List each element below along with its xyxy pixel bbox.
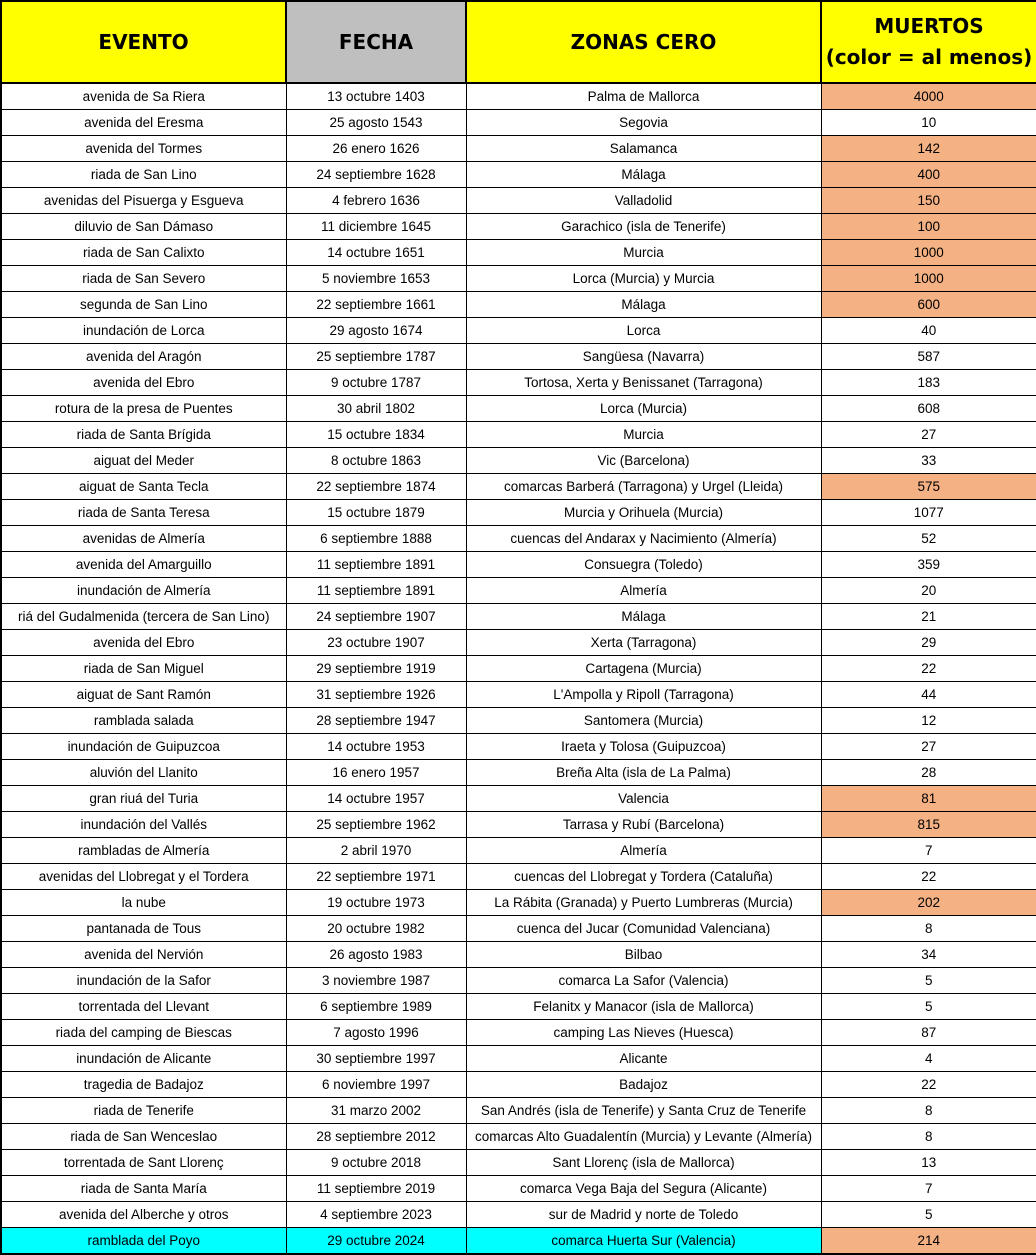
cell-fecha: 22 septiembre 1971 (286, 864, 466, 890)
cell-zona: Vic (Barcelona) (466, 448, 821, 474)
cell-zona: comarcas Barberá (Tarragona) y Urgel (Lleida) (466, 474, 821, 500)
cell-muertos: 575 (821, 474, 1036, 500)
table-row (1, 344, 1036, 370)
table-row (1, 682, 1036, 708)
cell-zona: Consuegra (Toledo) (466, 552, 821, 578)
table-row (1, 1020, 1036, 1046)
table-row (1, 708, 1036, 734)
cell-fecha: 29 agosto 1674 (286, 318, 466, 344)
cell-muertos: 202 (821, 890, 1036, 916)
cell-zona: Badajoz (466, 1072, 821, 1098)
cell-zona: cuencas del Andarax y Nacimiento (Almería) (466, 526, 821, 552)
cell-fecha: 26 agosto 1983 (286, 942, 466, 968)
cell-evento: la nube (1, 890, 286, 916)
table-row (1, 838, 1036, 864)
cell-zona: Felanitx y Manacor (isla de Mallorca) (466, 994, 821, 1020)
cell-muertos: 7 (821, 1176, 1036, 1202)
cell-muertos: 1000 (821, 240, 1036, 266)
cell-evento: riada de Tenerife (1, 1098, 286, 1124)
table-row (1, 604, 1036, 630)
cell-zona: Garachico (isla de Tenerife) (466, 214, 821, 240)
cell-evento: segunda de San Lino (1, 292, 286, 318)
cell-fecha: 19 octubre 1973 (286, 890, 466, 916)
cell-fecha: 14 octubre 1953 (286, 734, 466, 760)
table-row (1, 760, 1036, 786)
cell-muertos: 359 (821, 552, 1036, 578)
cell-fecha: 24 septiembre 1907 (286, 604, 466, 630)
table-row (1, 370, 1036, 396)
cell-muertos: 1000 (821, 266, 1036, 292)
table-row (1, 994, 1036, 1020)
cell-fecha: 7 agosto 1996 (286, 1020, 466, 1046)
cell-zona: cuenca del Jucar (Comunidad Valenciana) (466, 916, 821, 942)
cell-muertos: 27 (821, 422, 1036, 448)
table-row (1, 552, 1036, 578)
cell-muertos: 34 (821, 942, 1036, 968)
cell-muertos: 22 (821, 1072, 1036, 1098)
cell-fecha: 4 febrero 1636 (286, 188, 466, 214)
cell-evento: avenida de Sa Riera (1, 83, 286, 110)
cell-fecha: 15 octubre 1834 (286, 422, 466, 448)
cell-fecha: 11 septiembre 2019 (286, 1176, 466, 1202)
cell-muertos: 28 (821, 760, 1036, 786)
cell-evento: inundación de Guipuzcoa (1, 734, 286, 760)
cell-zona: Murcia (466, 240, 821, 266)
cell-evento: torrentada de Sant Llorenç (1, 1150, 286, 1176)
cell-fecha: 14 octubre 1651 (286, 240, 466, 266)
cell-muertos: 400 (821, 162, 1036, 188)
cell-muertos: 21 (821, 604, 1036, 630)
cell-zona: Palma de Mallorca (466, 83, 821, 110)
cell-evento: avenida del Ebro (1, 370, 286, 396)
cell-zona: Bilbao (466, 942, 821, 968)
table-body (1, 83, 1036, 1254)
cell-zona: Tarrasa y Rubí (Barcelona) (466, 812, 821, 838)
cell-evento: aiguat del Meder (1, 448, 286, 474)
table-row (1, 1046, 1036, 1072)
cell-fecha: 20 octubre 1982 (286, 916, 466, 942)
cell-muertos: 100 (821, 214, 1036, 240)
cell-fecha: 6 septiembre 1888 (286, 526, 466, 552)
cell-fecha: 15 octubre 1879 (286, 500, 466, 526)
table-row (1, 448, 1036, 474)
table-row (1, 1150, 1036, 1176)
cell-zona: Segovia (466, 110, 821, 136)
table-row (1, 734, 1036, 760)
table-header (1, 1, 1036, 83)
cell-zona: comarca Vega Baja del Segura (Alicante) (466, 1176, 821, 1202)
cell-evento: avenidas de Almería (1, 526, 286, 552)
cell-fecha: 30 septiembre 1997 (286, 1046, 466, 1072)
cell-evento: avenida del Ebro (1, 630, 286, 656)
cell-zona: Tortosa, Xerta y Benissanet (Tarragona) (466, 370, 821, 396)
cell-evento: riada de Santa Brígida (1, 422, 286, 448)
cell-muertos: 22 (821, 864, 1036, 890)
table-row (1, 942, 1036, 968)
cell-zona: Lorca (Murcia) (466, 396, 821, 422)
cell-evento: riada del camping de Biescas (1, 1020, 286, 1046)
cell-muertos: 8 (821, 1124, 1036, 1150)
cell-evento: aluvión del Llanito (1, 760, 286, 786)
cell-fecha: 11 diciembre 1645 (286, 214, 466, 240)
cell-zona: Almería (466, 578, 821, 604)
cell-muertos: 5 (821, 994, 1036, 1020)
cell-fecha: 29 octubre 2024 (286, 1228, 466, 1255)
cell-evento: riá del Gudalmenida (tercera de San Lino) (1, 604, 286, 630)
cell-muertos: 8 (821, 916, 1036, 942)
table-row (1, 214, 1036, 240)
cell-evento: riada de San Miguel (1, 656, 286, 682)
cell-evento: avenida del Nervión (1, 942, 286, 968)
cell-zona: Málaga (466, 162, 821, 188)
cell-muertos: 81 (821, 786, 1036, 812)
cell-zona: Murcia (466, 422, 821, 448)
cell-zona: Lorca (Murcia) y Murcia (466, 266, 821, 292)
cell-fecha: 8 octubre 1863 (286, 448, 466, 474)
cell-muertos: 600 (821, 292, 1036, 318)
cell-fecha: 22 septiembre 1661 (286, 292, 466, 318)
cell-zona: Almería (466, 838, 821, 864)
cell-muertos: 5 (821, 1202, 1036, 1228)
table-row (1, 656, 1036, 682)
table-row (1, 474, 1036, 500)
cell-zona: Málaga (466, 292, 821, 318)
table-row (1, 916, 1036, 942)
cell-fecha: 11 septiembre 1891 (286, 578, 466, 604)
cell-muertos: 52 (821, 526, 1036, 552)
table-row (1, 526, 1036, 552)
table-row (1, 1124, 1036, 1150)
cell-evento: inundación de Alicante (1, 1046, 286, 1072)
cell-evento: torrentada del Llevant (1, 994, 286, 1020)
cell-fecha: 2 abril 1970 (286, 838, 466, 864)
cell-zona: Málaga (466, 604, 821, 630)
cell-fecha: 9 octubre 1787 (286, 370, 466, 396)
table-row (1, 864, 1036, 890)
table-row (1, 786, 1036, 812)
cell-evento: inundación de Almería (1, 578, 286, 604)
table-row (1, 240, 1036, 266)
cell-zona: sur de Madrid y norte de Toledo (466, 1202, 821, 1228)
table-row (1, 1098, 1036, 1124)
cell-zona: Cartagena (Murcia) (466, 656, 821, 682)
table-row (1, 266, 1036, 292)
cell-muertos: 20 (821, 578, 1036, 604)
cell-muertos: 7 (821, 838, 1036, 864)
table-row (1, 110, 1036, 136)
cell-fecha: 26 enero 1626 (286, 136, 466, 162)
cell-zona: La Rábita (Granada) y Puerto Lumbreras (Murcia) (466, 890, 821, 916)
cell-fecha: 30 abril 1802 (286, 396, 466, 422)
cell-fecha: 5 noviembre 1653 (286, 266, 466, 292)
table-row (1, 292, 1036, 318)
cell-zona: Xerta (Tarragona) (466, 630, 821, 656)
cell-muertos: 44 (821, 682, 1036, 708)
cell-fecha: 28 septiembre 1947 (286, 708, 466, 734)
cell-zona: Murcia y Orihuela (Murcia) (466, 500, 821, 526)
table-row (1, 162, 1036, 188)
cell-evento: diluvio de San Dámaso (1, 214, 286, 240)
table-row (1, 136, 1036, 162)
cell-evento: avenidas del Llobregat y el Tordera (1, 864, 286, 890)
cell-muertos: 4 (821, 1046, 1036, 1072)
cell-evento: avenida del Aragón (1, 344, 286, 370)
header-muertos-title: MUERTOS (874, 14, 984, 38)
cell-muertos: 4000 (821, 83, 1036, 110)
cell-fecha: 23 octubre 1907 (286, 630, 466, 656)
cell-zona: San Andrés (isla de Tenerife) y Santa Cruz de Tenerife (466, 1098, 821, 1124)
cell-evento: riada de San Lino (1, 162, 286, 188)
header-muertos-note: (color = al menos) (825, 45, 1033, 69)
cell-evento: aiguat de Sant Ramón (1, 682, 286, 708)
cell-evento: avenida del Tormes (1, 136, 286, 162)
cell-zona: Alicante (466, 1046, 821, 1072)
table-row (1, 630, 1036, 656)
cell-evento: riada de Santa María (1, 1176, 286, 1202)
cell-zona: comarca La Safor (Valencia) (466, 968, 821, 994)
cell-evento: rambladas de Almería (1, 838, 286, 864)
cell-zona: comarcas Alto Guadalentín (Murcia) y Levante (Almería) (466, 1124, 821, 1150)
cell-evento: riada de Santa Teresa (1, 500, 286, 526)
cell-zona: Valladolid (466, 188, 821, 214)
cell-muertos: 150 (821, 188, 1036, 214)
cell-zona: cuencas del Llobregat y Tordera (Cataluña) (466, 864, 821, 890)
table-row (1, 1176, 1036, 1202)
cell-evento: ramblada del Poyo (1, 1228, 286, 1255)
cell-fecha: 28 septiembre 2012 (286, 1124, 466, 1150)
cell-muertos: 183 (821, 370, 1036, 396)
cell-evento: avenida del Eresma (1, 110, 286, 136)
table-row (1, 500, 1036, 526)
cell-zona: Sant Llorenç (isla de Mallorca) (466, 1150, 821, 1176)
cell-muertos: 40 (821, 318, 1036, 344)
cell-muertos: 27 (821, 734, 1036, 760)
cell-evento: ramblada salada (1, 708, 286, 734)
cell-zona: Salamanca (466, 136, 821, 162)
cell-fecha: 3 noviembre 1987 (286, 968, 466, 994)
cell-evento: tragedia de Badajoz (1, 1072, 286, 1098)
cell-zona: Santomera (Murcia) (466, 708, 821, 734)
table-row (1, 396, 1036, 422)
table-row (1, 812, 1036, 838)
cell-fecha: 25 agosto 1543 (286, 110, 466, 136)
cell-fecha: 9 octubre 2018 (286, 1150, 466, 1176)
cell-evento: inundación de Lorca (1, 318, 286, 344)
cell-fecha: 29 septiembre 1919 (286, 656, 466, 682)
cell-evento: aiguat de Santa Tecla (1, 474, 286, 500)
cell-zona: L'Ampolla y Ripoll (Tarragona) (466, 682, 821, 708)
cell-muertos: 13 (821, 1150, 1036, 1176)
cell-evento: inundación del Vallés (1, 812, 286, 838)
cell-fecha: 6 noviembre 1997 (286, 1072, 466, 1098)
cell-muertos: 33 (821, 448, 1036, 474)
header-fecha: FECHA (286, 1, 466, 83)
cell-muertos: 8 (821, 1098, 1036, 1124)
cell-evento: avenida del Amarguillo (1, 552, 286, 578)
table-row (1, 1072, 1036, 1098)
cell-fecha: 4 septiembre 2023 (286, 1202, 466, 1228)
cell-evento: riada de San Severo (1, 266, 286, 292)
cell-fecha: 11 septiembre 1891 (286, 552, 466, 578)
header-muertos (821, 1, 1036, 83)
cell-muertos: 12 (821, 708, 1036, 734)
cell-zona: Iraeta y Tolosa (Guipuzcoa) (466, 734, 821, 760)
cell-fecha: 31 marzo 2002 (286, 1098, 466, 1124)
cell-fecha: 6 septiembre 1989 (286, 994, 466, 1020)
cell-muertos: 608 (821, 396, 1036, 422)
cell-fecha: 31 septiembre 1926 (286, 682, 466, 708)
cell-evento: pantanada de Tous (1, 916, 286, 942)
table-row (1, 1202, 1036, 1228)
cell-zona: Lorca (466, 318, 821, 344)
cell-evento: riada de San Calixto (1, 240, 286, 266)
cell-zona: Valencia (466, 786, 821, 812)
cell-fecha: 25 septiembre 1787 (286, 344, 466, 370)
table-row (1, 578, 1036, 604)
cell-muertos: 815 (821, 812, 1036, 838)
cell-zona: Breña Alta (isla de La Palma) (466, 760, 821, 786)
cell-fecha: 24 septiembre 1628 (286, 162, 466, 188)
cell-fecha: 22 septiembre 1874 (286, 474, 466, 500)
table-row (1, 968, 1036, 994)
cell-muertos: 214 (821, 1228, 1036, 1255)
cell-evento: riada de San Wenceslao (1, 1124, 286, 1150)
table-row (1, 188, 1036, 214)
cell-zona: comarca Huerta Sur (Valencia) (466, 1228, 821, 1255)
header-evento: EVENTO (1, 1, 286, 83)
cell-fecha: 25 septiembre 1962 (286, 812, 466, 838)
table-row (1, 318, 1036, 344)
cell-evento: avenida del Alberche y otros (1, 1202, 286, 1228)
cell-zona: camping Las Nieves (Huesca) (466, 1020, 821, 1046)
table-row (1, 890, 1036, 916)
cell-fecha: 13 octubre 1403 (286, 83, 466, 110)
table-row (1, 83, 1036, 110)
cell-muertos: 22 (821, 656, 1036, 682)
cell-evento: avenidas del Pisuerga y Esgueva (1, 188, 286, 214)
cell-muertos: 142 (821, 136, 1036, 162)
cell-evento: gran riuá del Turia (1, 786, 286, 812)
cell-muertos: 10 (821, 110, 1036, 136)
cell-fecha: 16 enero 1957 (286, 760, 466, 786)
cell-zona: Sangüesa (Navarra) (466, 344, 821, 370)
cell-fecha: 14 octubre 1957 (286, 786, 466, 812)
cell-muertos: 87 (821, 1020, 1036, 1046)
cell-muertos: 587 (821, 344, 1036, 370)
cell-evento: rotura de la presa de Puentes (1, 396, 286, 422)
header-row (1, 1, 1036, 83)
cell-evento: inundación de la Safor (1, 968, 286, 994)
header-zonas-cero: ZONAS CERO (466, 1, 821, 83)
table-row (1, 422, 1036, 448)
cell-muertos: 5 (821, 968, 1036, 994)
cell-muertos: 1077 (821, 500, 1036, 526)
table-row (1, 1228, 1036, 1255)
cell-muertos: 29 (821, 630, 1036, 656)
